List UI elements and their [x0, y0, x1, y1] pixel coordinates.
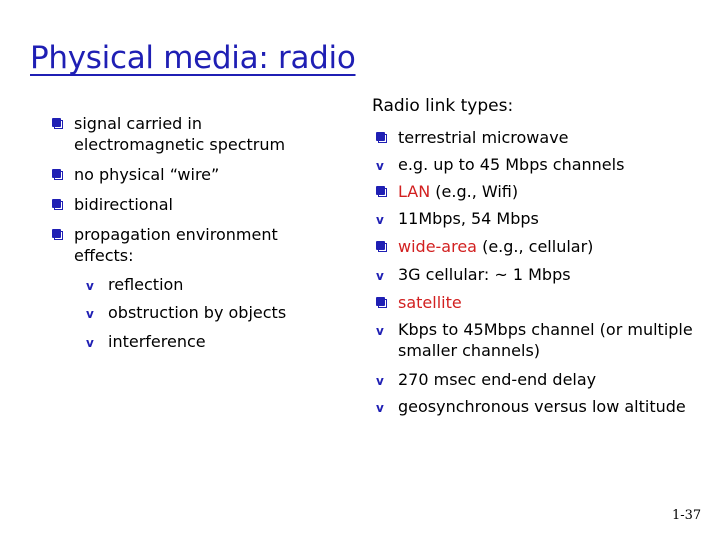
square-bullet-icon — [52, 169, 62, 179]
bullet-line-2: electromagnetic spectrum — [74, 135, 286, 154]
left-bullet-4 — [52, 224, 278, 266]
slide-title: Physical media: radio — [30, 40, 356, 76]
check-bullet-icon: v — [86, 279, 94, 293]
bullet-text — [398, 236, 593, 257]
right-bullet-1 — [376, 127, 569, 148]
right-sub-bullet-5 — [376, 369, 596, 390]
bullet-line-1: propagation environment — [74, 225, 278, 244]
bullet-rest: (e.g., cellular) — [476, 237, 594, 256]
bullet-text: bidirectional — [74, 195, 173, 214]
bullet-line-2: effects: — [74, 246, 134, 265]
left-sub-bullet-2 — [86, 302, 286, 323]
radio-link-types-heading: Radio link types: — [372, 96, 514, 116]
bullet-text: 270 msec end-end delay — [398, 370, 597, 389]
square-bullet-icon — [376, 297, 386, 307]
check-bullet-icon: v — [86, 307, 94, 321]
highlight-term: wide-area — [398, 237, 477, 256]
bullet-text: no physical “wire” — [74, 165, 220, 184]
bullet-text: e.g. up to 45 Mbps channels — [398, 155, 625, 174]
right-sub-bullet-2 — [376, 208, 539, 229]
bullet-text: interference — [108, 332, 206, 351]
left-bullet-1 — [52, 113, 285, 155]
bullet-text: reflection — [108, 275, 184, 294]
check-bullet-icon: v — [86, 336, 94, 350]
left-sub-bullet-1 — [86, 274, 183, 295]
check-bullet-icon: v — [376, 374, 384, 388]
bullet-text: 3G cellular: ~ 1 Mbps — [398, 265, 571, 284]
square-bullet-icon — [52, 199, 62, 209]
bullet-line-2: smaller channels) — [398, 341, 541, 360]
right-sub-bullet-1 — [376, 154, 624, 175]
bullet-line-1: Kbps to 45Mbps channel (or multiple — [398, 320, 693, 339]
left-bullet-2 — [52, 164, 219, 185]
square-bullet-icon — [52, 229, 62, 239]
right-sub-bullet-3 — [376, 264, 571, 285]
bullet-text: terrestrial microwave — [398, 128, 569, 147]
check-bullet-icon: v — [376, 324, 384, 338]
check-bullet-icon: v — [376, 401, 384, 415]
bullet-text: obstruction by objects — [108, 303, 287, 322]
square-bullet-icon — [376, 241, 386, 251]
right-sub-bullet-6 — [376, 396, 686, 417]
bullet-text — [398, 181, 518, 202]
highlight-term: LAN — [398, 182, 431, 201]
right-bullet-2 — [376, 181, 518, 202]
bullet-line-1: signal carried in — [74, 114, 203, 133]
bullet-text — [74, 224, 278, 266]
bullet-text: 11Mbps, 54 Mbps — [398, 209, 539, 228]
right-sub-bullet-4 — [376, 319, 693, 361]
left-bullet-3 — [52, 194, 173, 215]
check-bullet-icon: v — [376, 269, 384, 283]
page-number: 1-37 — [672, 508, 702, 523]
check-bullet-icon: v — [376, 159, 384, 173]
bullet-text: geosynchronous versus low altitude — [398, 397, 686, 416]
right-bullet-4 — [376, 292, 462, 313]
square-bullet-icon — [376, 132, 386, 142]
bullet-text — [398, 319, 693, 361]
bullet-rest: (e.g., Wifi) — [430, 182, 519, 201]
left-sub-bullet-3 — [86, 331, 206, 352]
square-bullet-icon — [52, 118, 62, 128]
highlight-term: satellite — [398, 293, 462, 312]
square-bullet-icon — [376, 186, 386, 196]
right-bullet-3 — [376, 236, 593, 257]
check-bullet-icon: v — [376, 213, 384, 227]
bullet-text — [74, 113, 285, 155]
